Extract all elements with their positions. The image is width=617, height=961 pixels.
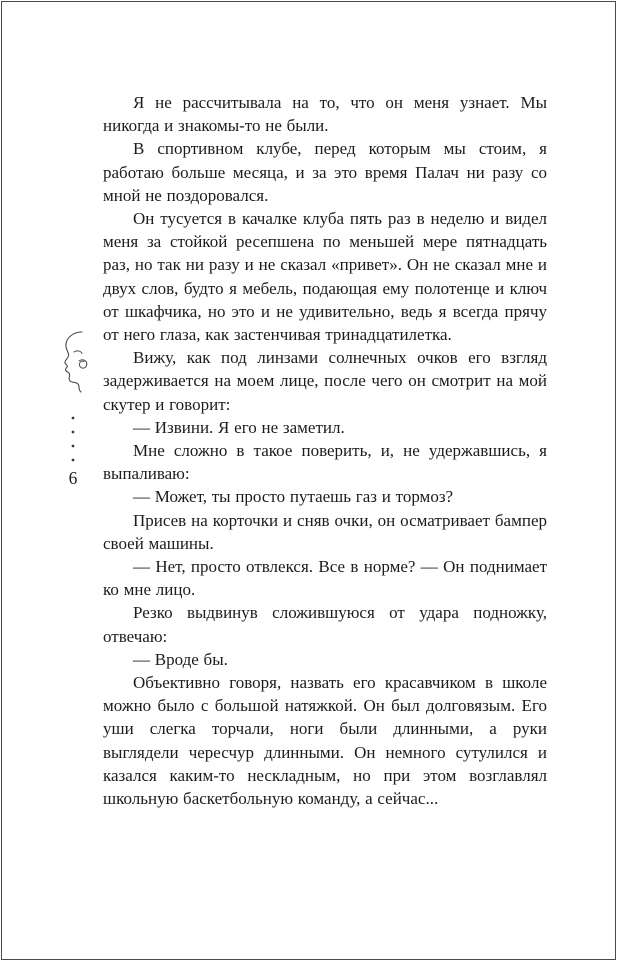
- paragraph: Присев на корточки и сняв очки, он осматривает бампер своей машины.: [103, 510, 547, 553]
- paragraph: — Вроде бы.: [133, 649, 228, 669]
- page-number: 6: [68, 468, 78, 488]
- face-line-art-icon: [52, 328, 96, 408]
- paragraph: Вижу, как под линзами солнечных очков его взгляд задерживается на моем лице, после чего он смотрит на мой скутер и говорит:: [103, 348, 547, 414]
- paragraph: — Извини. Я его не заметил.: [133, 417, 345, 437]
- paragraph: Мне сложно в такое поверить, и, не удержавшись, я выпаливаю:: [103, 441, 547, 484]
- paragraph: Я не рассчитывала на то, что он меня узнает. Мы никогда и знакомы-то не были.: [103, 93, 547, 136]
- paragraph: В спортивном клубе, перед которым мы стоим, я работаю больше месяца, и за это время Палач ни разу со мной не поздоровался.: [103, 139, 547, 205]
- vertical-dots-ornament-icon: [69, 414, 77, 466]
- paragraph: Резко выдвинув сложившуюся от удара подножку, отвечаю:: [103, 603, 547, 646]
- paragraph: Он тусуется в качалке клуба пять раз в неделю и видел меня за стойкой ресепшена по меньшей мере пятнадцать раз, но так ни разу и не сказал «привет». Он не сказал мне и двух слов, будто я мебель, подающая ему полотенце и ключ от шкафчика, но это и не удивительно, ведь я всегда прячу от него глаза, как застенчивая тринадцатилетка.: [103, 209, 547, 345]
- paragraph: Объективно говоря, назвать его красавчиком в школе можно было с большой натяжкой. Он был долговязым. Его уши слегка торчали, ноги были длинными, а руки выглядели чересчур длинными. Он немного сутулился и казался каким-то нескладным, но при этом возглавлял школьную баскетбольную команду, а сейчас...: [103, 673, 547, 809]
- paragraph: — Может, ты просто путаешь газ и тормоз?: [133, 487, 454, 507]
- text-column: [103, 91, 547, 810]
- paragraph: — Нет, просто отвлекся. Все в норме? — Он поднимает ко мне лицо.: [103, 557, 547, 600]
